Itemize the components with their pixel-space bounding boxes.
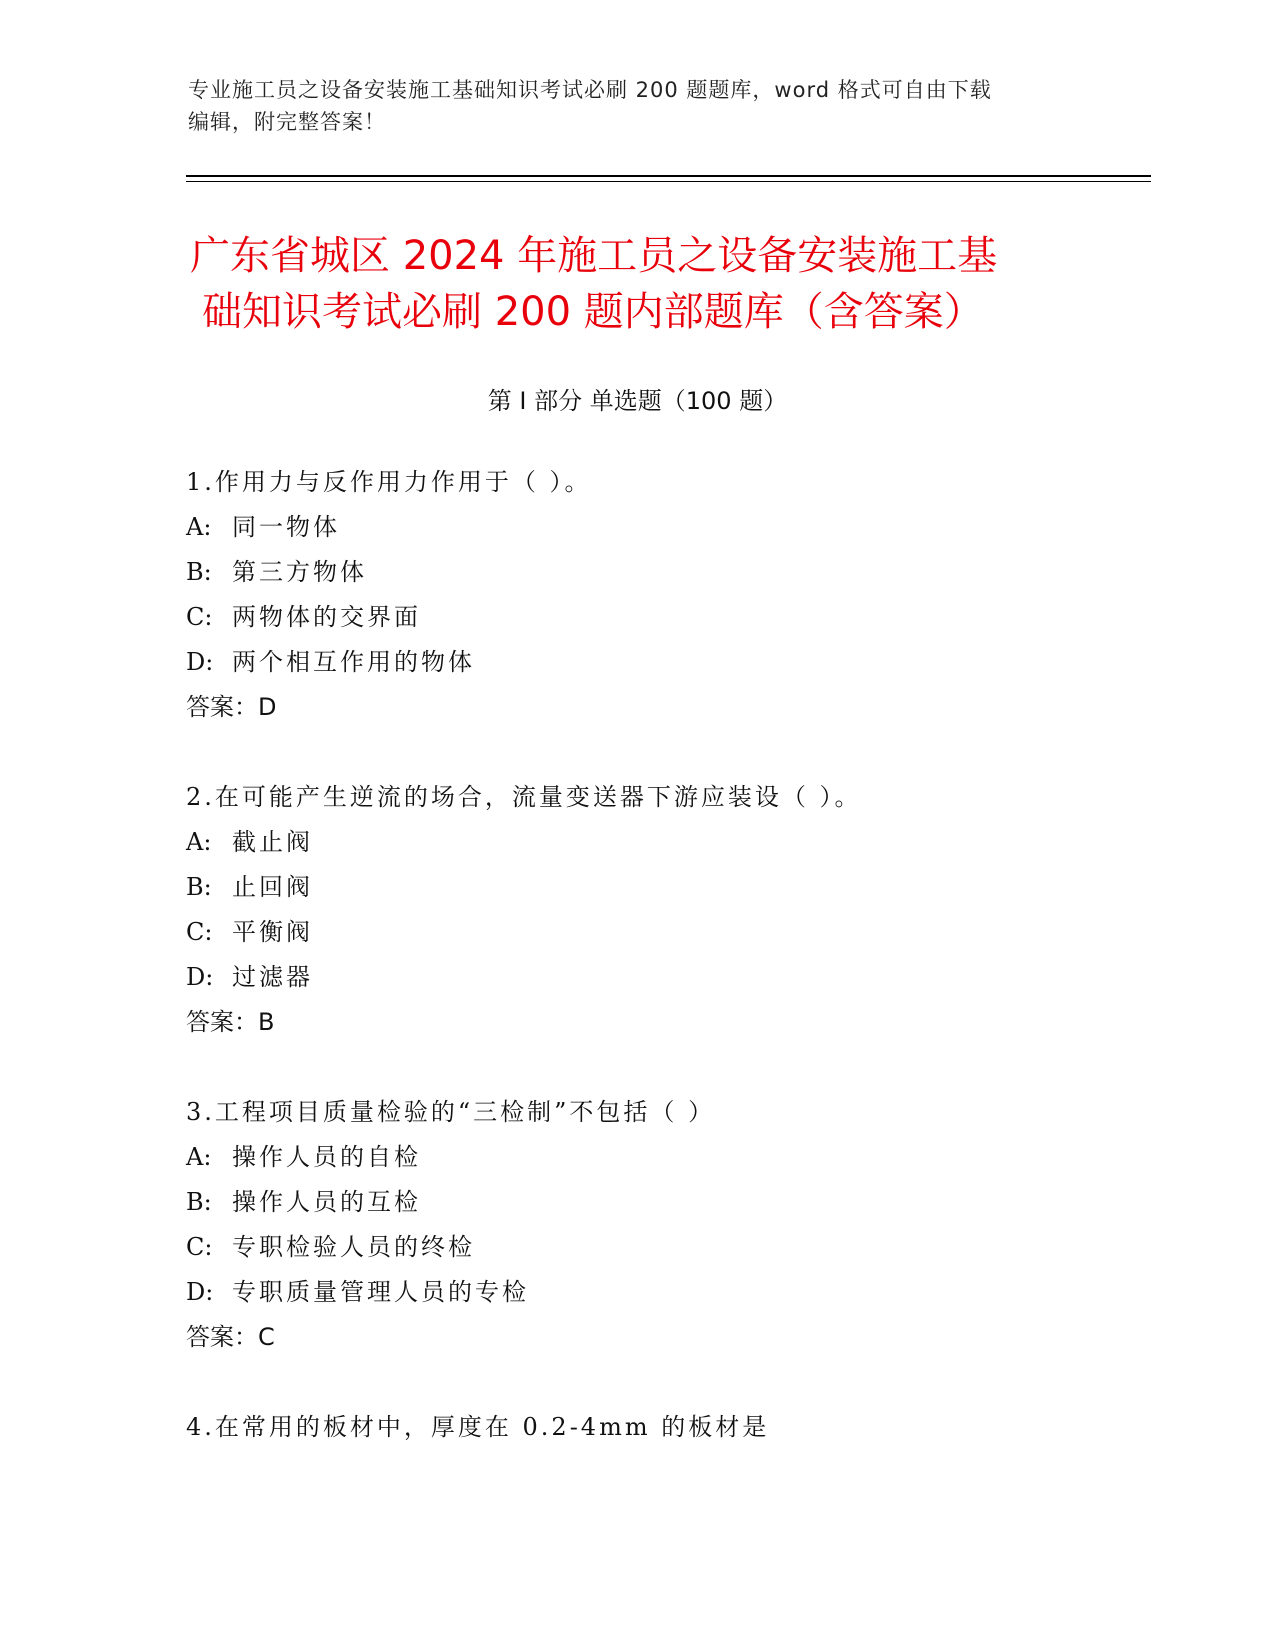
option-letter: B: xyxy=(186,1188,212,1216)
header-note-line-2: 编辑，附完整答案！ xyxy=(188,110,386,134)
question-option-a xyxy=(186,820,1126,865)
question-stem: 4.在常用的板材中，厚度在 0.2-4mm 的板材是 xyxy=(186,1413,770,1441)
document-title-line-1: 广东省城区 2024 年施工员之设备安装施工基 xyxy=(190,233,998,279)
document-header-note xyxy=(188,74,1088,138)
document-title xyxy=(190,228,1090,340)
question-stem: 2.在可能产生逆流的场合，流量变送器下游应装设（ ）。 xyxy=(186,783,862,811)
option-text: 操作人员的互检 xyxy=(232,1188,421,1216)
option-letter: A: xyxy=(186,828,212,856)
header-divider-thick xyxy=(186,175,1151,177)
option-text: 专职检验人员的终检 xyxy=(232,1233,475,1261)
question-option-a xyxy=(186,1135,1126,1180)
question-option-d xyxy=(186,955,1126,1000)
option-letter: A: xyxy=(186,513,212,541)
option-text: 两个相互作用的物体 xyxy=(232,648,475,676)
question-stem: 1.作用力与反作用力作用于（ ）。 xyxy=(186,468,592,496)
option-letter: C: xyxy=(186,918,213,946)
option-text: 过滤器 xyxy=(232,963,313,991)
question-4 xyxy=(186,1405,1126,1450)
option-text: 截止阀 xyxy=(232,828,313,856)
option-text: 止回阀 xyxy=(232,873,313,901)
question-1 xyxy=(186,460,1126,730)
option-letter: C: xyxy=(186,1233,213,1261)
question-option-b xyxy=(186,1180,1126,1225)
document-title-line-2: 础知识考试必刷 200 题内部题库（含答案） xyxy=(202,289,984,335)
question-option-c xyxy=(186,595,1126,640)
option-letter: A: xyxy=(186,1143,212,1171)
question-answer: 答案：C xyxy=(186,1323,275,1351)
question-option-c xyxy=(186,1225,1126,1270)
section-heading: 第 I 部分 单选题（100 题） xyxy=(487,387,788,415)
option-letter: B: xyxy=(186,558,212,586)
option-letter: D: xyxy=(186,1278,214,1306)
question-2 xyxy=(186,775,1126,1045)
header-divider-thin xyxy=(186,181,1151,182)
question-3 xyxy=(186,1090,1126,1360)
question-answer: 答案：D xyxy=(186,693,277,721)
question-stem: 3.工程项目质量检验的“三检制”不包括（ ） xyxy=(186,1098,716,1126)
option-letter: D: xyxy=(186,648,214,676)
question-option-d xyxy=(186,1270,1126,1315)
question-option-a xyxy=(186,505,1126,550)
question-option-d xyxy=(186,640,1126,685)
question-option-b xyxy=(186,550,1126,595)
option-text: 同一物体 xyxy=(232,513,340,541)
question-option-c xyxy=(186,910,1126,955)
option-letter: D: xyxy=(186,963,214,991)
question-answer: 答案：B xyxy=(186,1008,275,1036)
option-text: 专职质量管理人员的专检 xyxy=(232,1278,529,1306)
header-note-line-1: 专业施工员之设备安装施工基础知识考试必刷 200 题题库，word 格式可自由下载 xyxy=(188,78,992,102)
option-text: 平衡阀 xyxy=(232,918,313,946)
option-letter: C: xyxy=(186,603,213,631)
option-text: 第三方物体 xyxy=(232,558,367,586)
option-text: 两物体的交界面 xyxy=(232,603,421,631)
option-text: 操作人员的自检 xyxy=(232,1143,421,1171)
option-letter: B: xyxy=(186,873,212,901)
question-option-b xyxy=(186,865,1126,910)
